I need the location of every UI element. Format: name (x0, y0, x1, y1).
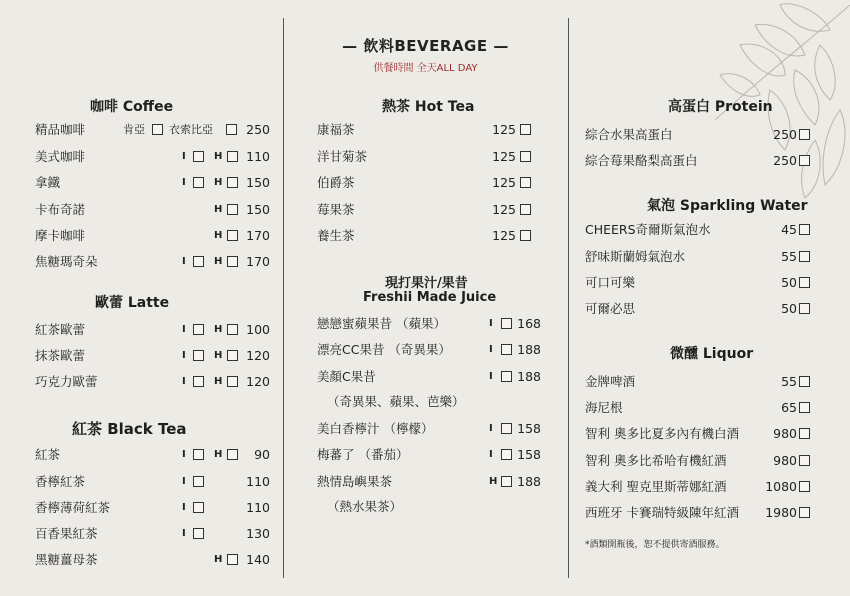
item-price: 125 (492, 202, 516, 217)
menu-item (317, 472, 542, 492)
item-price: 150 (246, 175, 270, 190)
item-name: 綜合水果高蛋白 (585, 127, 673, 142)
menu-item (35, 147, 270, 167)
item-price: 50 (781, 301, 797, 316)
checkbox[interactable] (193, 528, 204, 539)
item-price: 120 (246, 374, 270, 389)
menu-item (35, 346, 270, 366)
checkbox[interactable] (501, 344, 512, 355)
item-price: 188 (517, 369, 541, 384)
menu-item (35, 498, 270, 518)
item-name: 香檸紅茶 (35, 474, 86, 489)
item-name: 金牌啤酒 (585, 374, 636, 389)
item-price: 170 (246, 254, 270, 269)
item-name: 紅茶歐蕾 (35, 322, 86, 337)
liquor-note: *酒類開瓶後，恕不提供寄酒服務。 (585, 540, 725, 550)
item-name: 抹茶歐蕾 (35, 348, 86, 363)
item-price: 110 (246, 500, 270, 515)
menu-item (585, 372, 815, 392)
hot-tag: H (214, 449, 223, 460)
item-name: 美白香檸汁 （檸檬） (317, 421, 434, 436)
checkbox[interactable] (193, 376, 204, 387)
item-name: 卡布奇諾 (35, 202, 86, 217)
item-name: 熱情島嶼果茶 (317, 474, 393, 489)
iced-tag: I (489, 449, 493, 460)
checkbox[interactable] (501, 423, 512, 434)
checkbox[interactable] (193, 151, 204, 162)
item-name: 智利 奧多比希哈有機紅酒 (585, 453, 727, 468)
menu-item (35, 320, 270, 340)
iced-tag: I (182, 177, 186, 188)
item-price: 250 (773, 153, 797, 168)
iced-tag: I (489, 371, 493, 382)
checkbox[interactable] (193, 256, 204, 267)
item-price: 1080 (765, 479, 797, 494)
item-name: 美顏C果昔 (317, 369, 376, 384)
service-hours: 供餐時間 全天ALL DAY (373, 63, 478, 74)
iced-tag: I (489, 344, 493, 355)
iced-tag: I (182, 350, 186, 361)
item-price: 140 (246, 552, 270, 567)
checkbox[interactable] (152, 124, 163, 135)
iced-tag: I (182, 476, 186, 487)
section-title-protein: 高蛋白 Protein (668, 99, 773, 115)
checkbox[interactable] (227, 177, 238, 188)
checkbox[interactable] (193, 350, 204, 361)
column-divider-right (568, 18, 569, 578)
item-price: 110 (246, 474, 270, 489)
checkbox[interactable] (799, 303, 810, 314)
item-price: 158 (517, 447, 541, 462)
item-name: 綜合莓果酪梨高蛋白 (585, 153, 698, 168)
hot-tag: H (214, 350, 223, 361)
checkbox[interactable] (520, 177, 531, 188)
menu-item (35, 173, 270, 193)
checkbox[interactable] (520, 151, 531, 162)
item-price: 125 (492, 228, 516, 243)
item-price: 1980 (765, 505, 797, 520)
checkbox[interactable] (501, 371, 512, 382)
checkbox[interactable] (227, 350, 238, 361)
item-name: 百香果紅茶 (35, 526, 98, 541)
checkbox[interactable] (227, 376, 238, 387)
menu-item (317, 419, 542, 439)
item-name: 可口可樂 (585, 275, 636, 290)
iced-tag: I (182, 449, 186, 460)
item-price: 55 (781, 374, 797, 389)
checkbox[interactable] (227, 256, 238, 267)
iced-tag: I (489, 318, 493, 329)
item-price: 110 (246, 149, 270, 164)
hot-tag: H (214, 177, 223, 188)
item-name: 漂亮CC果昔 （奇異果） (317, 342, 451, 357)
item-name: 紅茶 (35, 447, 61, 462)
menu-item (585, 398, 815, 418)
menu-item (35, 472, 270, 492)
item-price: 250 (773, 127, 797, 142)
checkbox[interactable] (193, 476, 204, 487)
item-name: 西班牙 卡賽瑞特級陳年紅酒 (585, 505, 739, 520)
checkbox[interactable] (227, 449, 238, 460)
iced-tag: I (489, 423, 493, 434)
section-title-liquor: 微醺 Liquor (670, 346, 754, 362)
checkbox[interactable] (520, 124, 531, 135)
menu-item (317, 314, 542, 334)
checkbox[interactable] (799, 277, 810, 288)
checkbox[interactable] (799, 129, 810, 140)
column-divider-left (283, 18, 284, 578)
item-price: 150 (246, 202, 270, 217)
checkbox[interactable] (227, 151, 238, 162)
item-name: 巧克力歐蕾 (35, 374, 98, 389)
checkbox[interactable] (501, 449, 512, 460)
checkbox[interactable] (799, 251, 810, 262)
item-name: 智利 奧多比夏多內有機白酒 (585, 426, 739, 441)
checkbox[interactable] (193, 324, 204, 335)
checkbox[interactable] (799, 224, 810, 235)
section-title-black-tea: 紅茶 Black Tea (72, 420, 187, 438)
item-name: 拿鐵 (35, 175, 61, 190)
menu-item (585, 125, 815, 145)
item-price: 100 (246, 322, 270, 337)
hot-tag: H (214, 376, 223, 387)
menu-item (585, 273, 815, 293)
menu-item (35, 120, 270, 140)
item-price: 125 (492, 122, 516, 137)
menu-item (317, 226, 535, 246)
menu-item (317, 367, 542, 387)
item-price: 55 (781, 249, 797, 264)
checkbox[interactable] (799, 376, 810, 387)
item-name: 莓果茶 (317, 202, 355, 217)
checkbox[interactable] (520, 204, 531, 215)
menu-item (585, 477, 815, 497)
hot-tag: H (214, 256, 223, 267)
checkbox[interactable] (193, 177, 204, 188)
item-price: 50 (781, 275, 797, 290)
juice-note: （熱水果茶） (327, 499, 403, 514)
item-price: 45 (781, 222, 797, 237)
item-name: 舒味斯蘭姆氣泡水 (585, 249, 686, 264)
item-price: 980 (773, 426, 797, 441)
item-price: 158 (517, 421, 541, 436)
item-name: 康福茶 (317, 122, 355, 137)
section-title-hot-tea: 熱茶 Hot Tea (382, 99, 475, 115)
menu-item (35, 372, 270, 392)
menu-item (35, 252, 270, 272)
checkbox[interactable] (226, 124, 237, 135)
checkbox[interactable] (799, 455, 810, 466)
checkbox[interactable] (227, 554, 238, 565)
item-name: 黑糖薑母茶 (35, 552, 98, 567)
juice-note: （奇異果、蘋果、芭樂） (327, 394, 465, 409)
menu-item (585, 247, 815, 267)
menu-item (317, 445, 542, 465)
section-title-juice-en: Freshii Made Juice (363, 290, 497, 305)
menu-item (35, 226, 270, 246)
menu-item (35, 200, 270, 220)
menu-item (317, 340, 542, 360)
item-price: 125 (492, 149, 516, 164)
iced-tag: I (182, 502, 186, 513)
menu-item (317, 200, 535, 220)
section-title-latte: 歐蕾 Latte (95, 295, 170, 311)
checkbox[interactable] (501, 476, 512, 487)
checkbox[interactable] (193, 502, 204, 513)
item-name: 戀戀蜜蘋果昔 （蘋果） (317, 316, 446, 331)
origin-option: 衣索比亞 (169, 123, 213, 136)
item-name: 美式咖啡 (35, 149, 86, 164)
checkbox[interactable] (501, 318, 512, 329)
hot-tag: H (214, 204, 223, 215)
hot-tag: H (214, 230, 223, 241)
origin-option: 肯亞 (123, 123, 145, 136)
iced-tag: I (182, 528, 186, 539)
checkbox[interactable] (193, 449, 204, 460)
checkbox[interactable] (227, 324, 238, 335)
hot-tag: H (214, 554, 223, 565)
checkbox[interactable] (520, 230, 531, 241)
item-price: 120 (246, 348, 270, 363)
iced-tag: I (182, 324, 186, 335)
item-price: 980 (773, 453, 797, 468)
item-price: 170 (246, 228, 270, 243)
iced-tag: I (182, 376, 186, 387)
item-name: 摩卡咖啡 (35, 228, 86, 243)
menu-title: — 飲料BEVERAGE — (342, 37, 509, 55)
menu-item (35, 445, 270, 465)
checkbox[interactable] (227, 204, 238, 215)
menu-item (585, 220, 815, 240)
section-title-juice: 現打果汁/果昔 (385, 276, 468, 291)
item-name: 焦糖瑪奇朵 (35, 254, 98, 269)
hot-tag: H (214, 324, 223, 335)
section-title-coffee: 咖啡 Coffee (90, 99, 174, 115)
checkbox[interactable] (799, 402, 810, 413)
item-name: 養生茶 (317, 228, 355, 243)
hot-tag: H (214, 151, 223, 162)
item-price: 168 (517, 316, 541, 331)
checkbox[interactable] (227, 230, 238, 241)
menu-item (35, 550, 270, 570)
checkbox[interactable] (799, 507, 810, 518)
item-name: CHEERS奇爾斯氣泡水 (585, 222, 711, 237)
section-title-sparkling: 氣泡 Sparkling Water (647, 198, 808, 214)
menu-item (585, 151, 815, 171)
item-name: 海尼根 (585, 400, 623, 415)
item-price: 188 (517, 342, 541, 357)
menu-item (585, 424, 815, 444)
checkbox[interactable] (799, 481, 810, 492)
item-name: 洋甘菊茶 (317, 149, 368, 164)
item-price: 250 (246, 122, 270, 137)
hot-tag: H (489, 476, 498, 487)
item-price: 125 (492, 175, 516, 190)
menu-item (585, 503, 815, 523)
item-price: 188 (517, 474, 541, 489)
menu-item (317, 147, 535, 167)
checkbox[interactable] (799, 155, 810, 166)
menu-item (317, 173, 535, 193)
item-name: 精品咖啡 (35, 122, 86, 137)
item-name: 可爾必思 (585, 301, 636, 316)
menu-item (35, 524, 270, 544)
item-price: 65 (781, 400, 797, 415)
iced-tag: I (182, 151, 186, 162)
item-name: 伯爵茶 (317, 175, 355, 190)
item-price: 90 (254, 447, 270, 462)
menu-item (317, 120, 535, 140)
menu-item (585, 299, 815, 319)
menu-item (585, 451, 815, 471)
item-name: 義大利 聖克里斯蒂娜紅酒 (585, 479, 727, 494)
iced-tag: I (182, 256, 186, 267)
item-name: 梅蕃了 （番茄） (317, 447, 409, 462)
item-price: 130 (246, 526, 270, 541)
item-name: 香檸薄荷紅茶 (35, 500, 111, 515)
checkbox[interactable] (799, 428, 810, 439)
